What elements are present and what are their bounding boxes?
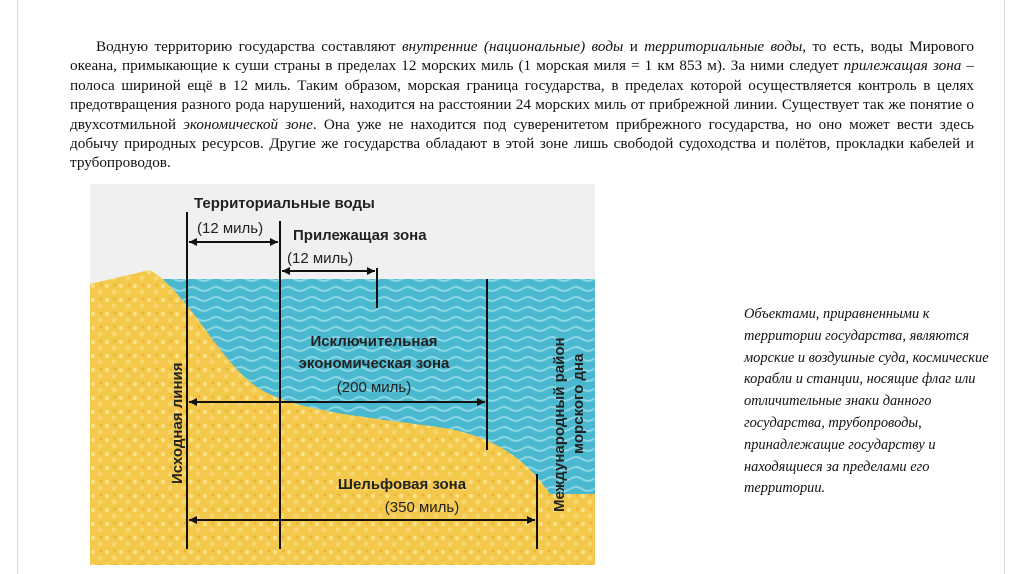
shelf-zone-width: (350 миль): [384, 499, 460, 516]
intro-paragraph: [70, 37, 974, 173]
seabed-label-line1: Международный район: [551, 337, 568, 512]
eez-width: (200 миль): [336, 379, 412, 396]
intro-term-territorial-waters: территориальные воды: [644, 38, 803, 55]
intro-term-internal-waters: внутренние (национальные) воды: [401, 38, 624, 55]
eez-title-line2: экономическая зона: [298, 355, 450, 372]
intro-term-economic-zone: экономической зоне: [183, 115, 313, 133]
left-border-line: [17, 0, 18, 574]
intro-text-2: и: [623, 38, 645, 55]
territorial-waters-title: Территориальные воды: [194, 195, 375, 212]
right-border-line: [1004, 0, 1005, 574]
intro-term-contiguous-zone: прилежащая зона: [843, 57, 962, 75]
seabed-label-line2: морского дна: [570, 353, 587, 454]
maritime-zones-diagram: [90, 184, 595, 565]
shelf-zone-title: Шельфовая зона: [337, 476, 467, 493]
baseline-label: Исходная линия: [169, 362, 186, 484]
intro-text-3: , то есть, воды Мирового океана, примыкающие к суши страны в пределах 12 морских миль (1 морская миля = 1 км 853 м). За ними следует: [70, 38, 974, 75]
eez-title-line1: Исключительная: [310, 333, 438, 350]
intro-text-1: Водную территорию государства составляют: [96, 38, 402, 55]
contiguous-zone-title: Прилежащая зона: [293, 227, 427, 244]
intro-text-4: – полоса шириной ещё в 12 миль. Таким образом, морская граница государства, в пределах которой осуществляется контроль в целях предотвращения разного рода нарушений, находится на расстоянии 24 морских миль от прибрежной линии. Существует так же понятие о двухсотмильной: [70, 57, 975, 133]
contiguous-zone-width: (12 миль): [287, 250, 354, 267]
territorial-waters-width: (12 миль): [197, 220, 264, 237]
intro-text-5: . Она уже не находится под суверенитетом прибрежного государства, но оно может вести здесь добычу природных ресурсов. Другие же государства обладают в этой зоне лишь свободой судоходства и полётов, прокладки кабелей и трубопроводов.: [70, 115, 974, 172]
side-note: Объектами, приравненными к территории государства, являются морские и воздушные суда, космические корабли и станции, носящие флаг или отличительные знаки данного государства, трубопроводы, принадлежащие государству и находящиеся за пределами его территории.: [744, 306, 989, 497]
